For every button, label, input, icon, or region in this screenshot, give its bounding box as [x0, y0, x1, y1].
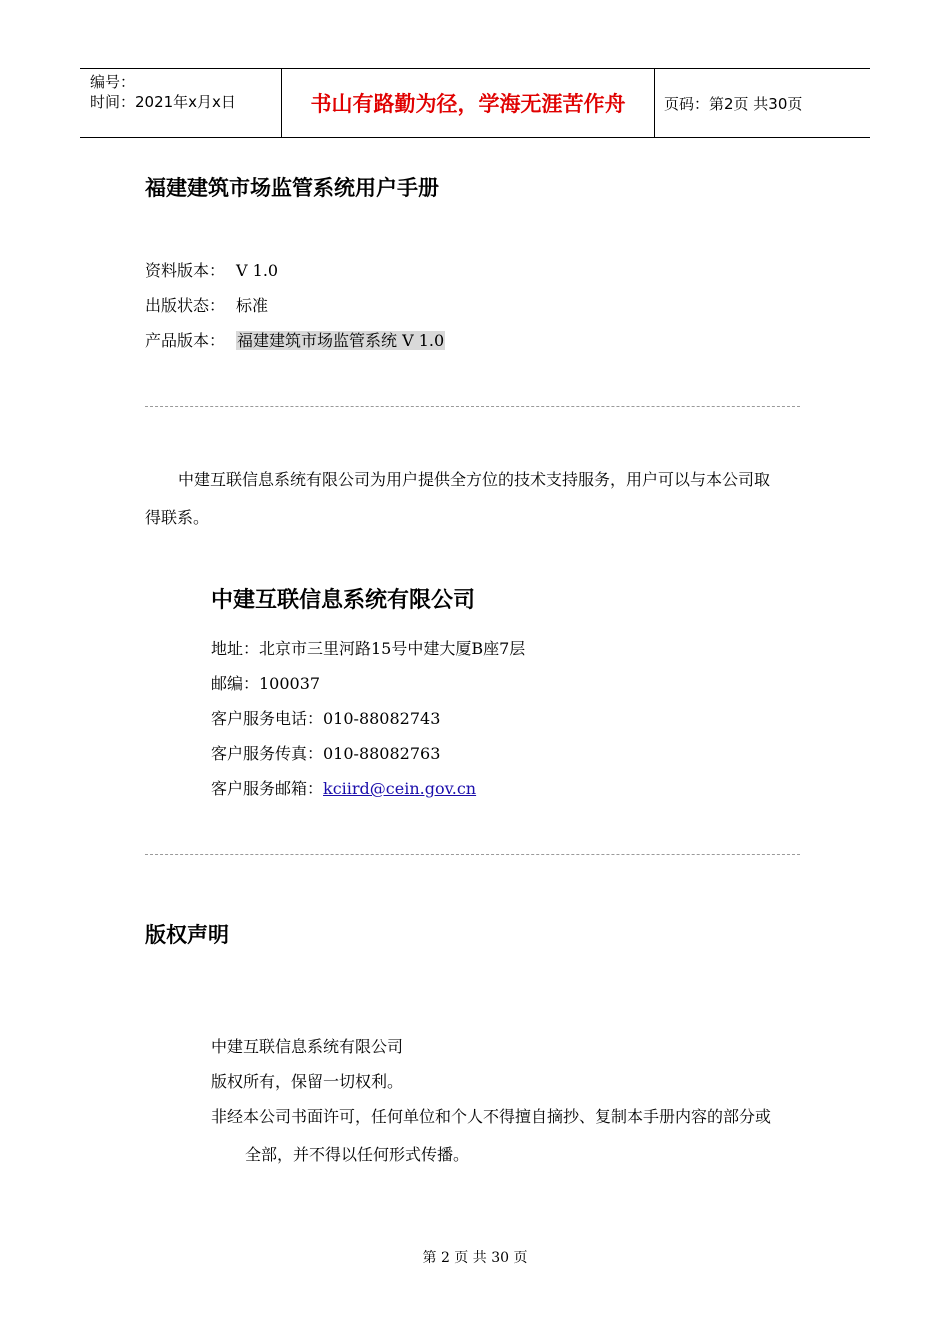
header-code-label: 编号： [90, 73, 136, 91]
contact-email-link[interactable]: kciird@cein.gov.cn [323, 779, 477, 798]
header-page-info: 页码：第2页 共30页 [664, 94, 803, 113]
contact-phone: 客户服务电话：010-88082743 [211, 709, 441, 728]
contact-fax: 客户服务传真：010-88082763 [211, 744, 441, 763]
page-header [80, 68, 870, 138]
contact-email-label: 客户服务邮箱： [211, 779, 324, 798]
meta-label: 产品版本： [145, 331, 226, 350]
section-divider [145, 406, 800, 407]
header-divider [654, 69, 655, 137]
section-divider [145, 854, 800, 855]
header-time-label: 时间：2021年x月x日 [90, 93, 236, 111]
contact-email-row [211, 776, 476, 799]
intro-line-1: 中建互联信息系统有限公司为用户提供全方位的技术支持服务，用户可以与本公司取 [178, 470, 771, 489]
company-name: 中建互联信息系统有限公司 [211, 588, 476, 613]
intro-line-2: 得联系。 [145, 508, 210, 527]
copyright-rights: 版权所有，保留一切权利。 [211, 1072, 404, 1091]
copyright-heading: 版权声明 [145, 923, 229, 947]
contact-postcode: 邮编：100037 [211, 674, 321, 693]
meta-row-product-version [145, 328, 445, 351]
meta-value: 标准 [236, 296, 269, 315]
copyright-notice-line-1: 非经本公司书面许可，任何单位和个人不得擅自摘抄、复制本手册内容的部分或 [211, 1107, 772, 1126]
header-motto: 书山有路勤为径，学海无涯苦作舟 [310, 92, 626, 116]
copyright-company: 中建互联信息系统有限公司 [211, 1037, 404, 1056]
page-footer: 第 2 页 共 30 页 [422, 1250, 528, 1266]
copyright-notice-line-2: 全部，并不得以任何形式传播。 [245, 1145, 470, 1164]
contact-address: 地址：北京市三里河路15号中建大厦B座7层 [211, 639, 526, 658]
meta-label: 资料版本： [145, 261, 226, 280]
meta-row-doc-version [145, 258, 278, 281]
meta-label: 出版状态： [145, 296, 226, 315]
meta-value: V 1.0 [236, 261, 279, 280]
document-title: 福建建筑市场监管系统用户手册 [145, 176, 439, 200]
meta-value: 福建建筑市场监管系统 V 1.0 [237, 331, 445, 350]
meta-row-status [145, 293, 268, 316]
header-left-cell [90, 72, 236, 112]
